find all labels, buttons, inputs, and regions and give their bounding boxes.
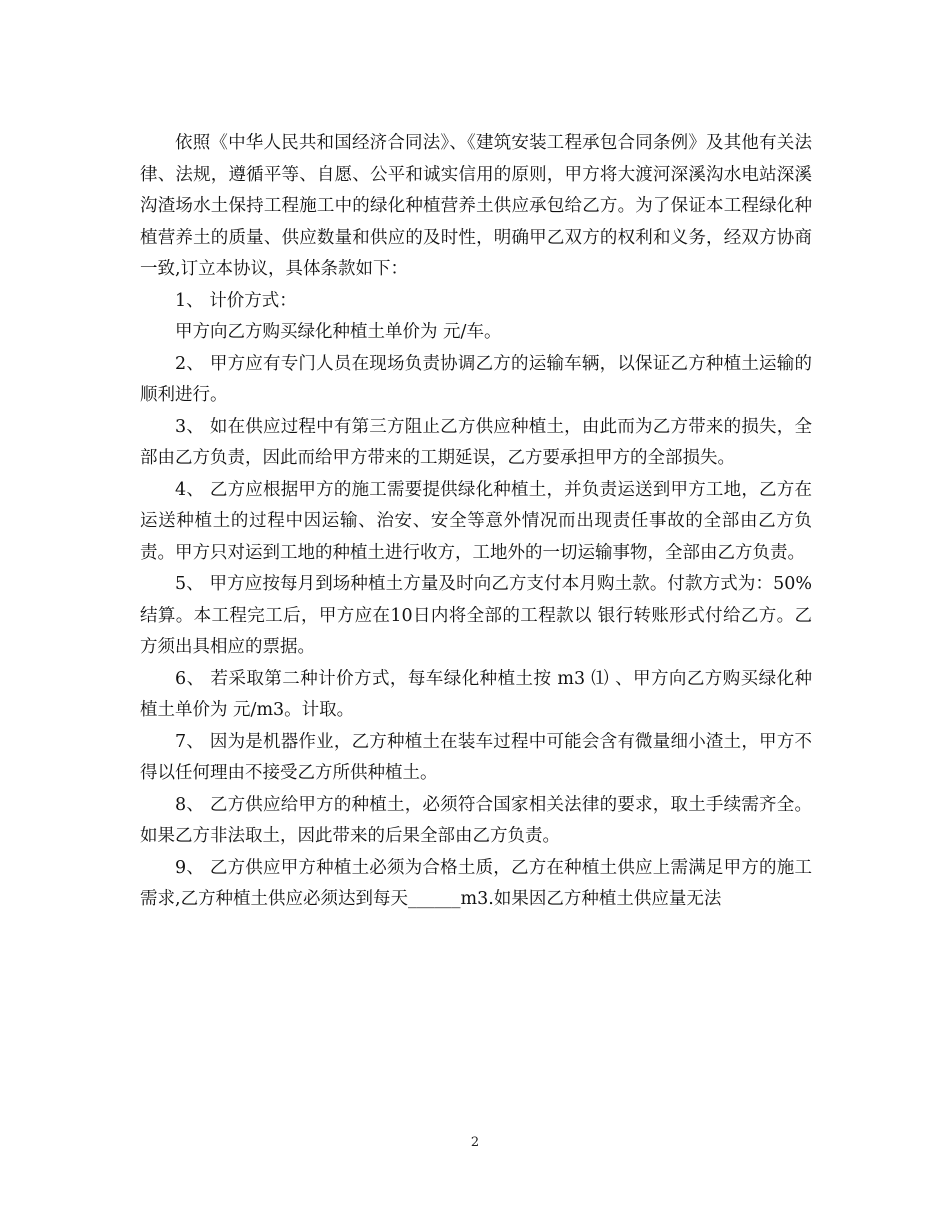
paragraph-clause-5: 5、 甲方应按每月到场种植土方量及时向乙方支付本月购土款。付款方式为：50% 结算。本工程完工后，甲方应在10日内将全部的工程款以 银行转账形式付给乙方。乙方须出具相应的票据。 xyxy=(140,574,812,657)
paragraph-clause-7: 7、 因为是机器作业，乙方种植土在装车过程中可能会含有微量细小渣土，甲方不得以任何理由不接受乙方所供种植土。 xyxy=(140,731,812,783)
paragraph-clause-9: 9、 乙方供应甲方种植土必须为合格土质，乙方在种植土供应上需满足甲方的施工需求,乙方种植土供应必须达到每天______m3.如果因乙方种植土供应量无法 xyxy=(140,857,812,909)
page-number: 2 xyxy=(470,1135,480,1150)
paragraph-intro: 依照《中华人民共和国经济合同法》、《建筑安装工程承包合同条例》及其他有关法律、法规，遵循平等、自愿、公平和诚实信用的原则，甲方将大渡河深溪沟水电站深溪沟渣场水土保持工程施工中的绿化种植营养土供应承包给乙方。为了保证本工程绿化种植营养土的质量、供应数量和供应的及时性，明确甲乙双方的权利和义务，经双方协商一致,订立本协议，具体条款如下： xyxy=(140,133,812,279)
paragraph-clause-6: 6、 若采取第二种计价方式，每车绿化种植土按 m3 ⑴ 、甲方向乙方购买绿化种植土单价为 元/m3。计取。 xyxy=(140,668,812,720)
paragraph-clause-4: 4、 乙方应根据甲方的施工需要提供绿化种植土，并负责运送到甲方工地，乙方在运送种植土的过程中因运输、治安、安全等意外情况而出现责任事故的全部由乙方负责。甲方只对运到工地的种植土进行收方，工地外的一切运输事物，全部由乙方负责。 xyxy=(140,479,812,563)
paragraph-clause-2: 2、 甲方应有专门人员在现场负责协调乙方的运输车辆，以保证乙方种植土运输的顺利进行。 xyxy=(140,353,812,405)
document-body xyxy=(140,128,812,916)
paragraph-clause-1-price: 甲方向乙方购买绿化种植土单价为 元/车。 xyxy=(175,322,502,342)
paragraph-clause-8: 8、 乙方供应给甲方的种植土，必须符合国家相关法律的要求，取土手续需齐全。如果乙方非法取土，因此带来的后果全部由乙方负责。 xyxy=(140,794,812,846)
paragraph-clause-3: 3、 如在供应过程中有第三方阻止乙方供应种植土，由此而为乙方带来的损失，全部由乙方负责，因此而给甲方带来的工期延误，乙方要承担甲方的全部损失。 xyxy=(140,416,812,468)
paragraph-clause-1-heading: 1、 计价方式： xyxy=(175,290,297,311)
